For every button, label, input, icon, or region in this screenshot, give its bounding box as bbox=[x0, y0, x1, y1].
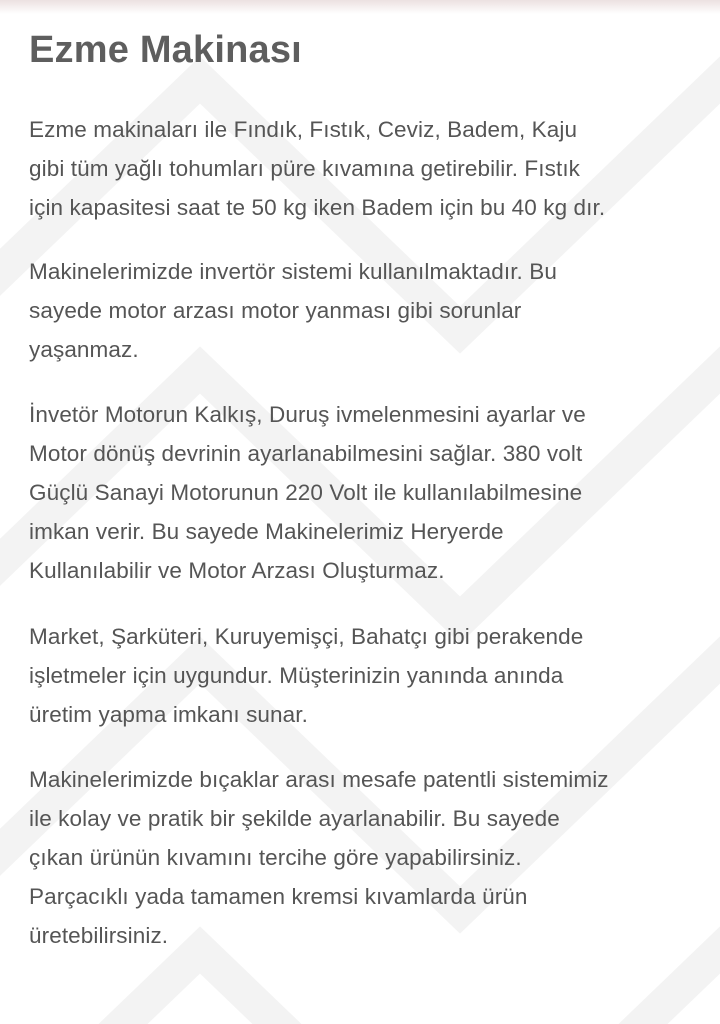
text-line: Parçacıklı yada tamamen kremsi kıvamlarda ürün bbox=[29, 884, 528, 909]
text-line: sayede motor arzası motor yanması gibi sorunlar bbox=[29, 298, 522, 323]
text-line: Kullanılabilir ve Motor Arzası Oluşturmaz. bbox=[29, 558, 445, 583]
paragraph-inverter bbox=[29, 252, 698, 369]
text-line: imkan verir. Bu sayede Makinelerimiz Heryerde bbox=[29, 519, 504, 544]
paragraph-retail bbox=[29, 617, 698, 734]
text-line: üretebilirsiniz. bbox=[29, 923, 169, 948]
paragraph-motor bbox=[29, 395, 698, 590]
paragraph-capacity bbox=[29, 110, 698, 227]
text-line: İnvetör Motorun Kalkış, Duruş ivmelenmesini ayarlar ve bbox=[29, 402, 586, 427]
text-line: gibi tüm yağlı tohumları püre kıvamına getirebilir. Fıstık bbox=[29, 156, 581, 181]
text-line: çıkan ürünün kıvamını tercihe göre yapabilirsiniz. bbox=[29, 845, 522, 870]
text-line: Makinelerimizde bıçaklar arası mesafe patentli sistemimiz bbox=[29, 767, 609, 792]
text-line: ile kolay ve pratik bir şekilde ayarlanabilir. Bu sayede bbox=[29, 806, 560, 831]
text-line: için kapasitesi saat te 50 kg iken Badem için bu 40 kg dır. bbox=[29, 195, 606, 220]
text-line: üretim yapma imkanı sunar. bbox=[29, 702, 308, 727]
text-line: işletmeler için uygundur. Müşterinizin yanında anında bbox=[29, 663, 564, 688]
text-line: Motor dönüş devrinin ayarlanabilmesini sağlar. 380 volt bbox=[29, 441, 583, 466]
text-line: Ezme makinaları ile Fındık, Fıstık, Ceviz, Badem, Kaju bbox=[29, 117, 578, 142]
text-line: Güçlü Sanayi Motorunun 220 Volt ile kullanılabilmesine bbox=[29, 480, 583, 505]
page-title: Ezme Makinası bbox=[29, 29, 302, 71]
text-line: Market, Şarküteri, Kuruyemişçi, Bahatçı gibi perakende bbox=[29, 624, 584, 649]
text-line: yaşanmaz. bbox=[29, 337, 139, 362]
text-line: Makinelerimizde invertör sistemi kullanılmaktadır. Bu bbox=[29, 259, 557, 284]
paragraph-blades bbox=[29, 760, 698, 955]
